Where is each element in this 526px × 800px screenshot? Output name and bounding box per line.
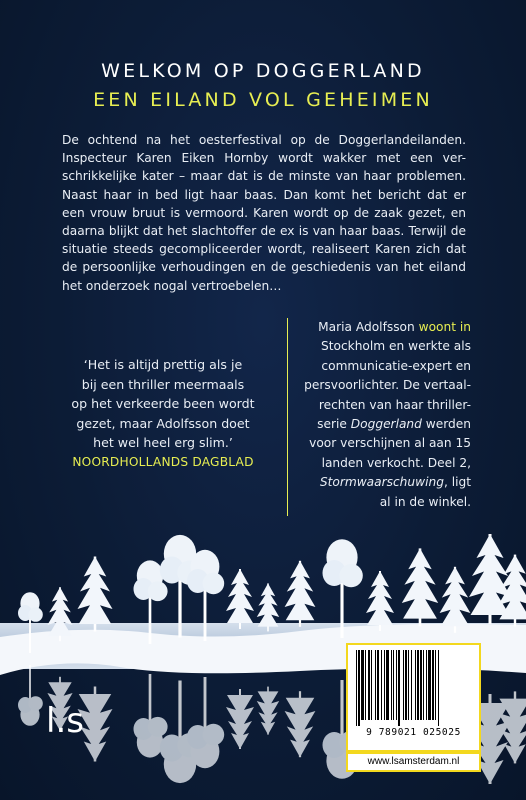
barcode-bar [438, 650, 439, 726]
bio-line: landen verkocht. Deel 2, [321, 455, 471, 470]
cover-title-line1: WELKOM OP DOGGERLAND [101, 60, 425, 82]
bio-line: Stormwaarschuwing, ligt [319, 475, 471, 490]
blurb-line: het onderzoek nogal vertroebelen… [62, 278, 282, 293]
barcode-bar [428, 650, 431, 720]
bio-highlight: woont in [418, 320, 471, 334]
barcode-bar [405, 650, 407, 720]
barcode-bar [398, 650, 400, 726]
barcode-bar [396, 650, 397, 720]
series-title: Doggerland [350, 417, 422, 432]
barcode-bar [411, 650, 412, 720]
quote-line: bij een thriller meermaals [81, 376, 245, 392]
barcode-bar [358, 650, 360, 726]
barcode-bar [375, 650, 376, 720]
author-bio [287, 318, 471, 512]
barcode-bar [423, 650, 424, 720]
bio-line [287, 318, 471, 337]
author-name: Maria Adolfsson [318, 320, 419, 334]
blurb-line: Inspecteur Karen Eiken Hornby wordt wakker met een ver- [62, 151, 466, 166]
publisher-logo: l.s [46, 701, 84, 741]
blurb-line: De ochtend na het oesterfestival op de Doggerlandeilanden. [62, 133, 466, 147]
review-quote [48, 355, 278, 472]
blurb-line: daarna blijkt dat het slachtoffer de ex is van haar baas. Terwijl de [62, 224, 466, 239]
blurb-text [62, 131, 466, 295]
barcode-bar [403, 650, 404, 720]
bio-line: serie Doggerland werden [317, 417, 471, 432]
barcode-bar [435, 650, 436, 720]
quote-line: op het verkeerde been wordt [71, 396, 255, 411]
barcode-bar [393, 650, 394, 720]
blurb-line: een vrouw bruut is vermoord. Karen wordt op de zaak gezet, en [62, 205, 466, 220]
sequel-title: Stormwaarschuwing [319, 475, 444, 490]
barcode-bar [391, 650, 392, 720]
quote-source: NOORDHOLLANDS DAGBLAD [72, 454, 254, 469]
blurb-line: Naast haar in bed ligt haar baas. Dan komt het bericht dat er [62, 187, 466, 202]
barcode-bar [368, 650, 370, 720]
bio-line: rechten van haar thriller- [318, 397, 471, 412]
barcode-bar [377, 650, 379, 720]
barcode-bar [384, 650, 385, 720]
barcode-bar [415, 650, 416, 720]
barcode-bars [354, 650, 473, 726]
blurb-line: situatie steeds gecompliceerder wordt, realiseert Karen zich dat [62, 242, 466, 257]
barcode-bar [386, 650, 389, 720]
blurb-line: de persoonlijke verhoudingen en de geschiedenis van het eiland [62, 260, 466, 275]
bio-line: voor verschijnen al aan 15 [309, 436, 471, 451]
quote-line: ‘Het is altijd prettig als je [83, 357, 243, 372]
barcode-bar [371, 650, 372, 720]
quote-line: het wel heel erg slim.’ [93, 435, 233, 450]
barcode-bar [426, 650, 427, 720]
bio-line: Stockholm en werkte als [320, 339, 471, 354]
cover-title-line2: EEN EILAND VOL GEHEIMEN [93, 89, 433, 111]
quote-line: gezet, maar Adolfsson doet [76, 415, 250, 431]
bio-line: persvoorlichter. De vertaal- [304, 378, 471, 393]
barcode-bar [365, 650, 366, 720]
barcode-bar [356, 650, 357, 726]
barcode [346, 643, 481, 752]
barcode-bar [417, 650, 419, 720]
isbn-number: 9 789021 025025 [366, 727, 461, 738]
barcode-bar [432, 650, 434, 720]
barcode-bar [420, 650, 422, 720]
barcode-bar [408, 650, 409, 720]
barcode-bar [381, 650, 382, 720]
bio-line: communicatie-expert en [321, 358, 471, 373]
bio-line: al in de winkel. [379, 494, 471, 509]
blurb-line: schrikkelijke kater – maar dat is de minste van haar problemen. [62, 169, 466, 184]
barcode-bar [361, 650, 364, 720]
publisher-url: www.lsamsterdam.nl [346, 752, 481, 772]
